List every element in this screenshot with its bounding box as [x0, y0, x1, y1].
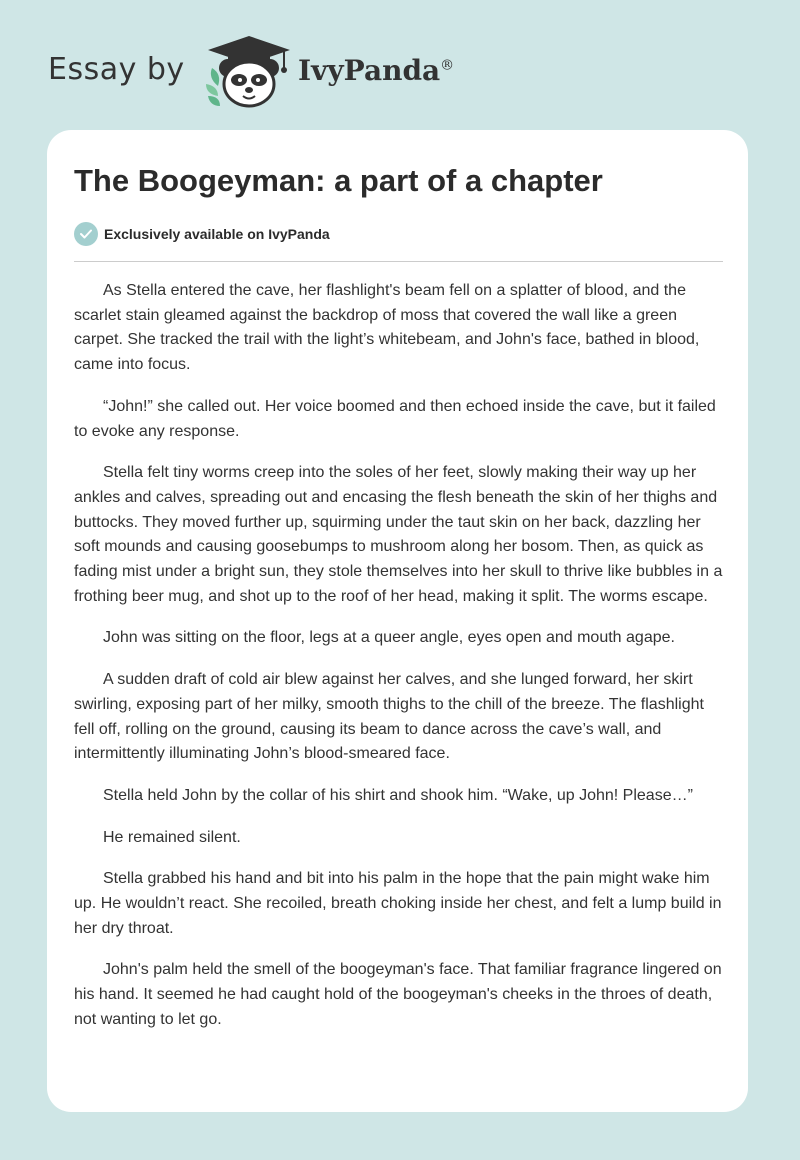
- availability-text: Exclusively available on IvyPanda: [104, 226, 330, 242]
- page-title: The Boogeyman: a part of a chapter: [74, 163, 603, 198]
- paragraph: Stella grabbed his hand and bit into his palm in the hope that the pain might wake him up. He wouldn’t react. She recoiled, breath choking inside her chest, and felt a lump build in her dry throat.: [74, 870, 722, 937]
- paragraph: John was sitting on the floor, legs at a queer angle, eyes open and mouth agape.: [103, 629, 675, 647]
- availability-badge: [74, 222, 330, 246]
- essay-by-label: Essay by: [48, 52, 185, 87]
- registered-mark: ®: [440, 57, 455, 74]
- paragraph: He remained silent.: [103, 828, 241, 846]
- divider: [74, 261, 723, 262]
- brand-name-text: IvyPanda: [298, 54, 441, 87]
- paragraph: As Stella entered the cave, her flashlight's beam fell on a splatter of blood, and the scarlet stain gleamed against the backdrop of moss that covered the wall like a green carpet. She tracked the trail with the light’s whitebeam, and John's face, bathed in blood, came into focus.: [74, 282, 700, 374]
- site-header: [48, 34, 468, 114]
- check-icon: [74, 222, 98, 246]
- essay-card: [47, 130, 748, 1112]
- brand-name[interactable]: [298, 54, 454, 87]
- essay-body: [74, 279, 726, 1050]
- paragraph: John's palm held the smell of the boogeyman's face. That familiar fragrance lingered on his hand. It seemed he had caught hold of the boogeyman's cheeks in the throes of death, not wanting to let go.: [74, 961, 722, 1028]
- paragraph: Stella held John by the collar of his shirt and shook him. “Wake, up John! Please…”: [103, 786, 693, 804]
- paragraph: “John!” she called out. Her voice boomed and then echoed inside the cave, but it failed to evoke any response.: [74, 397, 716, 440]
- paragraph: A sudden draft of cold air blew against her calves, and she lunged forward, her skirt swirling, exposing part of her milky, smooth thighs to the chill of the breeze. The flashlight fell off, rolling on the ground, causing its beam to dance across the cave’s wall, and intermittently illuminating John’s blood-smeared face.: [74, 671, 704, 763]
- panda-logo-icon[interactable]: [204, 34, 294, 110]
- paragraph: Stella felt tiny worms creep into the soles of her feet, slowly making their way up her ankles and calves, spreading out and encasing the flesh beneath the skin of her thighs and buttocks. They moved further up, squirming under the taut skin on her back, dazzling her soft mounds and causing goosebumps to mushroom along her bosom. Then, as quick as fading mist under a bright sun, they stole themselves into her skull to thrive like bubbles in a frothing beer mug, and shot up to the roof of her head, making it split. The worms escape.: [74, 464, 723, 605]
